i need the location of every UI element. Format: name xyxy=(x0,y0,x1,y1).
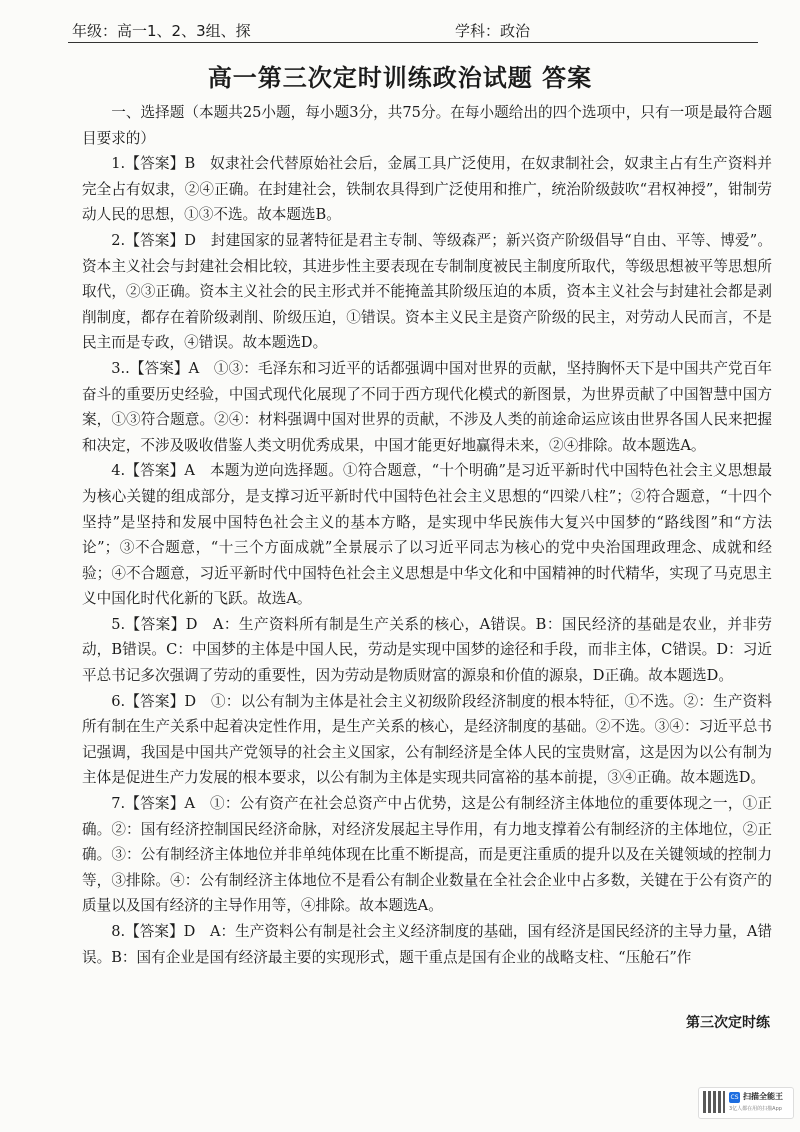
page-header xyxy=(0,0,800,44)
answer-item-8: 8.【答案】D A：生产资料公有制是社会主义经济制度的基础，国有经济是国民经济的主导力量，A错误。B：国有企业是国有经济最主要的实现形式，题干重点是国有企业的战略支柱、“压舱石”作 xyxy=(82,923,772,966)
answer-item-7: 7.【答案】A ①：公有资产在社会总资产中占优势，这是公有制经济主体地位的重要体现之一，①正确。②：国有经济控制国民经济命脉，对经济发展起主导作用，有力地支撑着公有制经济的主体地位，②正确。③：公有制经济主体地位并非单纯体现在比重不断提高，而是更注重质的提升以及在关键领域的控制力等，③排除。④：公有制经济主体地位不是看公有制企业数量在全社会企业中占多数，关键在于公有资产的质量以及国有经济的主导作用等，④排除。故本题选A。 xyxy=(82,795,772,915)
answer-item-4: 4.【答案】A 本题为逆向选择题。①符合题意，“十个明确”是习近平新时代中国特色社会主义思想最为核心关键的组成部分，是支撑习近平新时代中国特色社会主义思想的“四梁八柱”；②符合题意，“十四个坚持”是坚持和发展中国特色社会主义的基本方略，是实现中华民族伟大复兴中国梦的“路线图”和“方法论”；③不合题意，“十三个方面成就”全景展示了以习近平同志为核心的党中央治国理政理念、成就和经验；④不合题意，习近平新时代中国特色社会主义思想是中华文化和中国精神的时代精华，实现了马克思主义中国化时代化新的飞跃。故选A。 xyxy=(82,462,772,608)
answer-body xyxy=(82,100,772,970)
section-intro: 一、选择题（本题共25小题，每小题3分，共75分。在每小题给出的四个选项中，只有一项是最符合题目要求的） xyxy=(82,104,772,147)
answer-item-6: 6.【答案】D ①：以公有制为主体是社会主义初级阶段经济制度的根本特征，①不选。②：生产资料所有制在生产关系中起着决定性作用，是生产关系的核心，是经济制度的基础。②不选。③④：习近平总书记强调，我国是中国共产党领导的社会主义国家，公有制经济是全体人民的宝贵财富，这是因为以公有制为主体是促进生产力发展的根本要求，以公有制为主体是实现共同富裕的基本前提，③④正确。故本题选D。 xyxy=(82,692,772,787)
grade-label: 年级：高一1、2、3组、探 xyxy=(72,22,251,40)
qr-code-icon xyxy=(703,1091,725,1113)
page-title: 高一第三次定时训练政治试题 答案 xyxy=(207,64,593,92)
header-rule xyxy=(68,42,758,43)
subject-label: 学科：政治 xyxy=(455,22,531,40)
scanner-watermark xyxy=(698,1087,794,1119)
footer-label: 第三次定时练 xyxy=(686,1015,770,1031)
answer-item-1: 1.【答案】B 奴隶社会代替原始社会后，金属工具广泛使用，在奴隶制社会，奴隶主占有生产资料并完全占有奴隶，②④正确。在封建社会，铁制农具得到广泛使用和推广，统治阶级鼓吹“君权神授”，钳制劳动人民的思想，①③不选。故本题选B。 xyxy=(82,155,772,224)
answer-item-2: 2.【答案】D 封建国家的显著特征是君主专制、等级森严；新兴资产阶级倡导“自由、平等、博爱”。资本主义社会与封建社会相比较，其进步性主要表现在专制制度被民主制度所取代，等级思想被平等思想所取代，②③正确。资本主义社会的民主形式并不能掩盖其阶级压迫的本质，资本主义社会与封建社会都是剥削制度，都存在着阶级剥削、阶级压迫，①错误。资本主义民主是资产阶级的民主，对劳动人民而言，不是民主而是专政，④错误。故本题选D。 xyxy=(82,231,772,352)
answer-item-3: 3..【答案】A ①③：毛泽东和习近平的话都强调中国对世界的贡献，坚持胸怀天下是中国共产党百年奋斗的重要历史经验，中国式现代化展现了不同于西方现代化模式的新图景，为世界贡献了中国智慧中国方案，①③符合题意。②④：材料强调中国对世界的贡献，不涉及人类的前途命运应该由世界各国人民来把握和决定，不涉及吸收借鉴人类文明优秀成果，中国才能更好地赢得未来，②④排除。故本题选A。 xyxy=(82,359,772,454)
scanner-brand: 扫描全能王 xyxy=(743,1092,783,1101)
camscanner-logo-icon: CS xyxy=(730,1094,739,1101)
scanner-tagline: 3亿人都在用的扫描App xyxy=(729,1106,782,1112)
answer-item-5: 5.【答案】D A：生产资料所有制是生产关系的核心，A错误。B：国民经济的基础是农业，并非劳动，B错误。C：中国梦的主体是中国人民，劳动是实现中国梦的途径和手段，而非主体，C错误。D：习近平总书记多次强调了劳动的重要性，因为劳动是物质财富的源泉和价值的源泉，D正确。故本题选D。 xyxy=(82,615,772,685)
